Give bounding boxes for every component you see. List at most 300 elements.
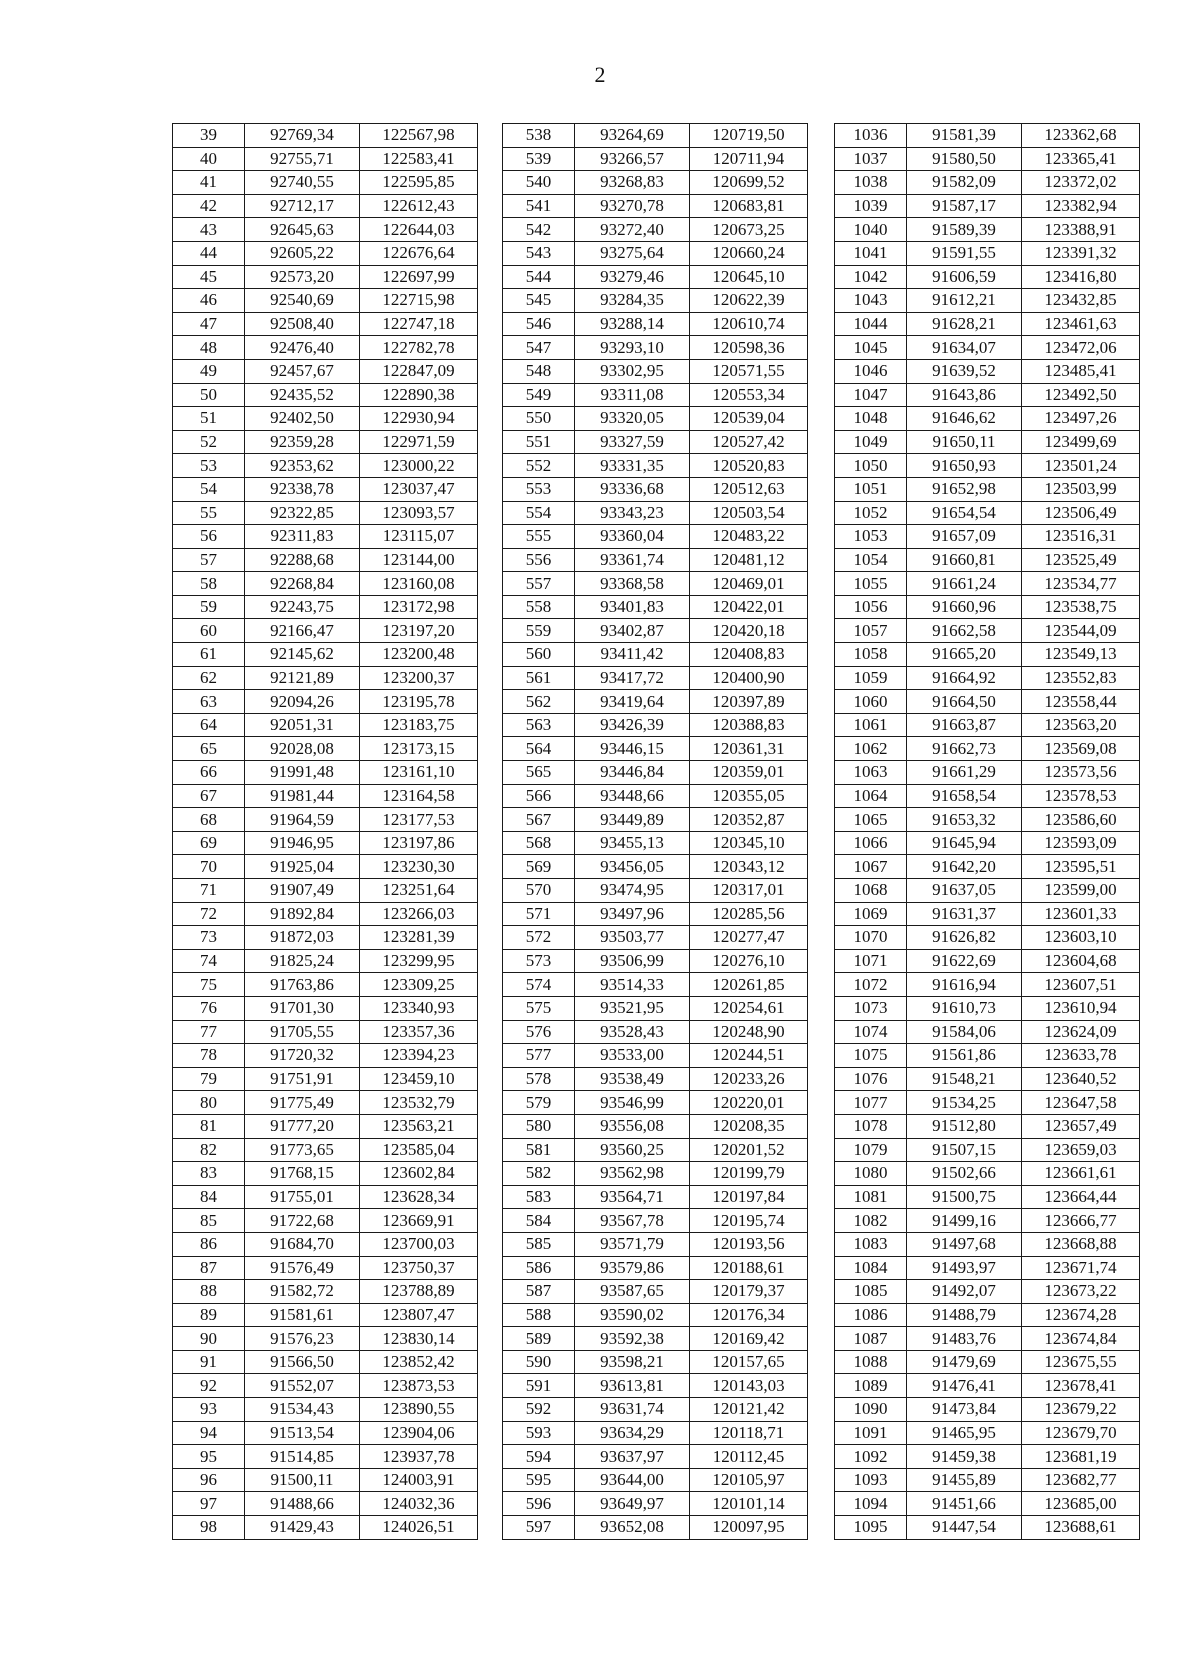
table-row <box>503 1185 808 1209</box>
x-coordinate-cell: 93419,64 <box>575 690 690 714</box>
point-number-cell: 580 <box>503 1114 575 1138</box>
y-coordinate-cell: 123544,09 <box>1022 619 1140 643</box>
y-coordinate-cell: 123485,41 <box>1022 359 1140 383</box>
y-coordinate-cell: 123674,28 <box>1022 1303 1140 1327</box>
table-row <box>835 1232 1140 1256</box>
y-coordinate-cell: 120121,42 <box>690 1398 808 1422</box>
point-number-cell: 597 <box>503 1516 575 1540</box>
table-row <box>503 241 808 265</box>
y-coordinate-cell: 122583,41 <box>360 147 478 171</box>
point-number-cell: 553 <box>503 477 575 501</box>
y-coordinate-cell: 123599,00 <box>1022 879 1140 903</box>
y-coordinate-cell: 120420,18 <box>690 619 808 643</box>
x-coordinate-cell: 91493,97 <box>907 1256 1022 1280</box>
point-number-cell: 1063 <box>835 761 907 785</box>
y-coordinate-cell: 120359,01 <box>690 761 808 785</box>
x-coordinate-cell: 92740,55 <box>245 171 360 195</box>
x-coordinate-cell: 91479,69 <box>907 1350 1022 1374</box>
point-number-cell: 551 <box>503 430 575 454</box>
x-coordinate-cell: 91576,49 <box>245 1256 360 1280</box>
point-number-cell: 564 <box>503 737 575 761</box>
y-coordinate-cell: 123552,83 <box>1022 666 1140 690</box>
table-row <box>503 171 808 195</box>
point-number-cell: 1065 <box>835 808 907 832</box>
x-coordinate-cell: 91775,49 <box>245 1091 360 1115</box>
x-coordinate-cell: 91639,52 <box>907 359 1022 383</box>
table-row <box>835 973 1140 997</box>
x-coordinate-cell: 93546,99 <box>575 1091 690 1115</box>
point-number-cell: 81 <box>173 1114 245 1138</box>
y-coordinate-cell: 123340,93 <box>360 996 478 1020</box>
point-number-cell: 1038 <box>835 171 907 195</box>
x-coordinate-cell: 91925,04 <box>245 855 360 879</box>
x-coordinate-cell: 92243,75 <box>245 595 360 619</box>
point-number-cell: 1043 <box>835 289 907 313</box>
table-row <box>835 289 1140 313</box>
x-coordinate-cell: 91650,11 <box>907 430 1022 454</box>
table-row <box>835 902 1140 926</box>
table-row <box>835 241 1140 265</box>
x-coordinate-cell: 93327,59 <box>575 430 690 454</box>
table-row <box>173 1374 478 1398</box>
x-coordinate-cell: 93266,57 <box>575 147 690 171</box>
table-row <box>503 595 808 619</box>
y-coordinate-cell: 123144,00 <box>360 548 478 572</box>
point-number-cell: 80 <box>173 1091 245 1115</box>
table-row <box>503 690 808 714</box>
table-row <box>173 1114 478 1138</box>
point-number-cell: 1040 <box>835 218 907 242</box>
point-number-cell: 42 <box>173 194 245 218</box>
y-coordinate-cell: 120408,83 <box>690 643 808 667</box>
point-number-cell: 1066 <box>835 831 907 855</box>
y-coordinate-cell: 120345,10 <box>690 831 808 855</box>
point-number-cell: 592 <box>503 1398 575 1422</box>
y-coordinate-cell: 120220,01 <box>690 1091 808 1115</box>
x-coordinate-cell: 91612,21 <box>907 289 1022 313</box>
table-row <box>835 194 1140 218</box>
x-coordinate-cell: 91720,32 <box>245 1044 360 1068</box>
x-coordinate-cell: 91606,59 <box>907 265 1022 289</box>
point-number-cell: 1087 <box>835 1327 907 1351</box>
point-number-cell: 97 <box>173 1492 245 1516</box>
table-row <box>835 784 1140 808</box>
table-row <box>835 525 1140 549</box>
point-number-cell: 96 <box>173 1468 245 1492</box>
table-row <box>173 761 478 785</box>
y-coordinate-cell: 123675,55 <box>1022 1350 1140 1374</box>
table-row <box>503 996 808 1020</box>
x-coordinate-cell: 93455,13 <box>575 831 690 855</box>
y-coordinate-cell: 123093,57 <box>360 501 478 525</box>
table-row <box>835 1185 1140 1209</box>
point-number-cell: 61 <box>173 643 245 667</box>
x-coordinate-cell: 91451,66 <box>907 1492 1022 1516</box>
table-row <box>503 548 808 572</box>
table-row <box>173 124 478 148</box>
x-coordinate-cell: 91455,89 <box>907 1468 1022 1492</box>
table-row <box>503 879 808 903</box>
y-coordinate-cell: 124032,36 <box>360 1492 478 1516</box>
point-number-cell: 44 <box>173 241 245 265</box>
point-number-cell: 574 <box>503 973 575 997</box>
x-coordinate-cell: 91465,95 <box>907 1421 1022 1445</box>
table-row <box>173 1185 478 1209</box>
table-row <box>503 312 808 336</box>
table-row <box>173 973 478 997</box>
y-coordinate-cell: 120244,51 <box>690 1044 808 1068</box>
table-row <box>835 1516 1140 1540</box>
table-row <box>835 808 1140 832</box>
y-coordinate-cell: 123177,53 <box>360 808 478 832</box>
point-number-cell: 77 <box>173 1020 245 1044</box>
y-coordinate-cell: 123362,68 <box>1022 124 1140 148</box>
table-row <box>503 737 808 761</box>
point-number-cell: 1079 <box>835 1138 907 1162</box>
point-number-cell: 559 <box>503 619 575 643</box>
y-coordinate-cell: 123563,20 <box>1022 713 1140 737</box>
point-number-cell: 67 <box>173 784 245 808</box>
x-coordinate-cell: 91534,25 <box>907 1091 1022 1115</box>
point-number-cell: 561 <box>503 666 575 690</box>
point-number-cell: 1039 <box>835 194 907 218</box>
y-coordinate-cell: 123472,06 <box>1022 336 1140 360</box>
x-coordinate-cell: 93514,33 <box>575 973 690 997</box>
table-row <box>173 572 478 596</box>
y-coordinate-cell: 120254,61 <box>690 996 808 1020</box>
table-row <box>835 359 1140 383</box>
table-row <box>503 1303 808 1327</box>
x-coordinate-cell: 91589,39 <box>907 218 1022 242</box>
y-coordinate-cell: 123197,86 <box>360 831 478 855</box>
y-coordinate-cell: 120343,12 <box>690 855 808 879</box>
point-number-cell: 563 <box>503 713 575 737</box>
table-row <box>173 1350 478 1374</box>
point-number-cell: 541 <box>503 194 575 218</box>
point-number-cell: 1075 <box>835 1044 907 1068</box>
point-number-cell: 1086 <box>835 1303 907 1327</box>
x-coordinate-cell: 91652,98 <box>907 477 1022 501</box>
y-coordinate-cell: 120719,50 <box>690 124 808 148</box>
x-coordinate-cell: 93343,23 <box>575 501 690 525</box>
y-coordinate-cell: 120201,52 <box>690 1138 808 1162</box>
y-coordinate-cell: 122715,98 <box>360 289 478 313</box>
y-coordinate-cell: 120105,97 <box>690 1468 808 1492</box>
point-number-cell: 47 <box>173 312 245 336</box>
table-row <box>503 761 808 785</box>
y-coordinate-cell: 120277,47 <box>690 926 808 950</box>
x-coordinate-cell: 93560,25 <box>575 1138 690 1162</box>
x-coordinate-cell: 93264,69 <box>575 124 690 148</box>
y-coordinate-cell: 120483,22 <box>690 525 808 549</box>
table-row <box>503 572 808 596</box>
table-row <box>173 1232 478 1256</box>
y-coordinate-cell: 123299,95 <box>360 949 478 973</box>
table-row <box>173 1492 478 1516</box>
point-number-cell: 1073 <box>835 996 907 1020</box>
table-row <box>503 1398 808 1422</box>
point-number-cell: 71 <box>173 879 245 903</box>
y-coordinate-cell: 123602,84 <box>360 1162 478 1186</box>
table-row <box>503 124 808 148</box>
point-number-cell: 1068 <box>835 879 907 903</box>
point-number-cell: 69 <box>173 831 245 855</box>
point-number-cell: 558 <box>503 595 575 619</box>
table-row <box>173 1327 478 1351</box>
y-coordinate-cell: 123624,09 <box>1022 1020 1140 1044</box>
table-row <box>503 1492 808 1516</box>
y-coordinate-cell: 123394,23 <box>360 1044 478 1068</box>
y-coordinate-cell: 120112,45 <box>690 1445 808 1469</box>
point-number-cell: 579 <box>503 1091 575 1115</box>
y-coordinate-cell: 120118,71 <box>690 1421 808 1445</box>
x-coordinate-cell: 91566,50 <box>245 1350 360 1374</box>
y-coordinate-cell: 123357,36 <box>360 1020 478 1044</box>
table-row <box>173 1256 478 1280</box>
point-number-cell: 49 <box>173 359 245 383</box>
y-coordinate-cell: 122595,85 <box>360 171 478 195</box>
table-row <box>835 265 1140 289</box>
y-coordinate-cell: 120553,34 <box>690 383 808 407</box>
table-row <box>173 808 478 832</box>
x-coordinate-cell: 91763,86 <box>245 973 360 997</box>
y-coordinate-cell: 123607,51 <box>1022 973 1140 997</box>
point-number-cell: 552 <box>503 454 575 478</box>
x-coordinate-cell: 93331,35 <box>575 454 690 478</box>
point-number-cell: 40 <box>173 147 245 171</box>
table-row <box>503 1138 808 1162</box>
y-coordinate-cell: 122697,99 <box>360 265 478 289</box>
point-number-cell: 547 <box>503 336 575 360</box>
point-number-cell: 83 <box>173 1162 245 1186</box>
y-coordinate-cell: 123657,49 <box>1022 1114 1140 1138</box>
point-number-cell: 577 <box>503 1044 575 1068</box>
point-number-cell: 585 <box>503 1232 575 1256</box>
point-number-cell: 56 <box>173 525 245 549</box>
y-coordinate-cell: 123679,22 <box>1022 1398 1140 1422</box>
x-coordinate-cell: 93590,02 <box>575 1303 690 1327</box>
table-row <box>835 548 1140 572</box>
x-coordinate-cell: 92645,63 <box>245 218 360 242</box>
y-coordinate-cell: 120503,54 <box>690 501 808 525</box>
point-number-cell: 578 <box>503 1067 575 1091</box>
y-coordinate-cell: 120400,90 <box>690 666 808 690</box>
table-row <box>173 289 478 313</box>
y-coordinate-cell: 123664,44 <box>1022 1185 1140 1209</box>
point-number-cell: 58 <box>173 572 245 596</box>
x-coordinate-cell: 93533,00 <box>575 1044 690 1068</box>
point-number-cell: 1045 <box>835 336 907 360</box>
point-number-cell: 562 <box>503 690 575 714</box>
x-coordinate-cell: 91483,76 <box>907 1327 1022 1351</box>
point-number-cell: 1059 <box>835 666 907 690</box>
point-number-cell: 85 <box>173 1209 245 1233</box>
x-coordinate-cell: 92359,28 <box>245 430 360 454</box>
x-coordinate-cell: 92402,50 <box>245 407 360 431</box>
x-coordinate-cell: 91664,92 <box>907 666 1022 690</box>
y-coordinate-cell: 120208,35 <box>690 1114 808 1138</box>
x-coordinate-cell: 93598,21 <box>575 1350 690 1374</box>
point-number-cell: 91 <box>173 1350 245 1374</box>
x-coordinate-cell: 92457,67 <box>245 359 360 383</box>
point-number-cell: 82 <box>173 1138 245 1162</box>
point-number-cell: 74 <box>173 949 245 973</box>
x-coordinate-cell: 92353,62 <box>245 454 360 478</box>
point-number-cell: 557 <box>503 572 575 596</box>
y-coordinate-cell: 120397,89 <box>690 690 808 714</box>
x-coordinate-cell: 91561,86 <box>907 1044 1022 1068</box>
table-row <box>503 359 808 383</box>
y-coordinate-cell: 123365,41 <box>1022 147 1140 171</box>
y-coordinate-cell: 120699,52 <box>690 171 808 195</box>
point-number-cell: 52 <box>173 430 245 454</box>
y-coordinate-cell: 123497,26 <box>1022 407 1140 431</box>
y-coordinate-cell: 120261,85 <box>690 973 808 997</box>
x-coordinate-cell: 91512,80 <box>907 1114 1022 1138</box>
x-coordinate-cell: 91892,84 <box>245 902 360 926</box>
table-row <box>173 359 478 383</box>
point-number-cell: 48 <box>173 336 245 360</box>
y-coordinate-cell: 120355,05 <box>690 784 808 808</box>
point-number-cell: 53 <box>173 454 245 478</box>
table-row <box>173 737 478 761</box>
point-number-cell: 543 <box>503 241 575 265</box>
table-row <box>173 1516 478 1540</box>
point-number-cell: 72 <box>173 902 245 926</box>
x-coordinate-cell: 93497,96 <box>575 902 690 926</box>
point-number-cell: 1037 <box>835 147 907 171</box>
x-coordinate-cell: 91825,24 <box>245 949 360 973</box>
y-coordinate-cell: 123173,15 <box>360 737 478 761</box>
point-number-cell: 1083 <box>835 1232 907 1256</box>
table-row <box>835 1067 1140 1091</box>
x-coordinate-cell: 91991,48 <box>245 761 360 785</box>
point-number-cell: 545 <box>503 289 575 313</box>
table-row <box>503 1350 808 1374</box>
x-coordinate-cell: 93448,66 <box>575 784 690 808</box>
table-row <box>173 1468 478 1492</box>
point-number-cell: 1047 <box>835 383 907 407</box>
point-number-cell: 539 <box>503 147 575 171</box>
x-coordinate-cell: 91429,43 <box>245 1516 360 1540</box>
table-row <box>835 643 1140 667</box>
y-coordinate-cell: 123195,78 <box>360 690 478 714</box>
point-number-cell: 1076 <box>835 1067 907 1091</box>
table-row <box>503 926 808 950</box>
y-coordinate-cell: 123549,13 <box>1022 643 1140 667</box>
x-coordinate-cell: 93311,08 <box>575 383 690 407</box>
table-row <box>835 1421 1140 1445</box>
y-coordinate-cell: 123251,64 <box>360 879 478 903</box>
table-row <box>503 265 808 289</box>
y-coordinate-cell: 123459,10 <box>360 1067 478 1091</box>
y-coordinate-cell: 120673,25 <box>690 218 808 242</box>
x-coordinate-cell: 93652,08 <box>575 1516 690 1540</box>
y-coordinate-cell: 123432,85 <box>1022 289 1140 313</box>
point-number-cell: 63 <box>173 690 245 714</box>
table-row <box>173 501 478 525</box>
point-number-cell: 1056 <box>835 595 907 619</box>
point-number-cell: 55 <box>173 501 245 525</box>
y-coordinate-cell: 120197,84 <box>690 1185 808 1209</box>
y-coordinate-cell: 120193,56 <box>690 1232 808 1256</box>
x-coordinate-cell: 93426,39 <box>575 713 690 737</box>
table-row <box>503 477 808 501</box>
x-coordinate-cell: 91584,06 <box>907 1020 1022 1044</box>
point-number-cell: 572 <box>503 926 575 950</box>
point-number-cell: 1069 <box>835 902 907 926</box>
x-coordinate-cell: 91582,09 <box>907 171 1022 195</box>
y-coordinate-cell: 123937,78 <box>360 1445 478 1469</box>
y-coordinate-cell: 120143,03 <box>690 1374 808 1398</box>
y-coordinate-cell: 123503,99 <box>1022 477 1140 501</box>
table-row <box>835 218 1140 242</box>
x-coordinate-cell: 93587,65 <box>575 1280 690 1304</box>
table-row <box>503 1445 808 1469</box>
x-coordinate-cell: 91653,32 <box>907 808 1022 832</box>
x-coordinate-cell: 93567,78 <box>575 1209 690 1233</box>
table-row <box>835 1256 1140 1280</box>
x-coordinate-cell: 91626,82 <box>907 926 1022 950</box>
point-number-cell: 575 <box>503 996 575 1020</box>
y-coordinate-cell: 123309,25 <box>360 973 478 997</box>
x-coordinate-cell: 91548,21 <box>907 1067 1022 1091</box>
y-coordinate-cell: 120645,10 <box>690 265 808 289</box>
point-number-cell: 75 <box>173 973 245 997</box>
point-number-cell: 1048 <box>835 407 907 431</box>
point-number-cell: 549 <box>503 383 575 407</box>
x-coordinate-cell: 93288,14 <box>575 312 690 336</box>
x-coordinate-cell: 91582,72 <box>245 1280 360 1304</box>
x-coordinate-cell: 91507,15 <box>907 1138 1022 1162</box>
point-number-cell: 66 <box>173 761 245 785</box>
table-row <box>835 572 1140 596</box>
point-number-cell: 1093 <box>835 1468 907 1492</box>
table-row <box>835 477 1140 501</box>
point-number-cell: 64 <box>173 713 245 737</box>
y-coordinate-cell: 122847,09 <box>360 359 478 383</box>
table-row <box>173 1067 478 1091</box>
y-coordinate-cell: 120622,39 <box>690 289 808 313</box>
point-number-cell: 1092 <box>835 1445 907 1469</box>
point-number-cell: 88 <box>173 1280 245 1304</box>
x-coordinate-cell: 91964,59 <box>245 808 360 832</box>
table-row <box>173 1020 478 1044</box>
point-number-cell: 567 <box>503 808 575 832</box>
table-row <box>173 454 478 478</box>
table-row <box>503 289 808 313</box>
point-number-cell: 566 <box>503 784 575 808</box>
point-number-cell: 565 <box>503 761 575 785</box>
x-coordinate-cell: 92573,20 <box>245 265 360 289</box>
x-coordinate-cell: 91622,69 <box>907 949 1022 973</box>
x-coordinate-cell: 91552,07 <box>245 1374 360 1398</box>
y-coordinate-cell: 123391,32 <box>1022 241 1140 265</box>
table-row <box>503 666 808 690</box>
point-number-cell: 1051 <box>835 477 907 501</box>
y-coordinate-cell: 123230,30 <box>360 855 478 879</box>
table-row <box>503 501 808 525</box>
point-number-cell: 556 <box>503 548 575 572</box>
x-coordinate-cell: 91642,20 <box>907 855 1022 879</box>
y-coordinate-cell: 123266,03 <box>360 902 478 926</box>
x-coordinate-cell: 92028,08 <box>245 737 360 761</box>
table-row <box>835 1280 1140 1304</box>
table-row <box>503 902 808 926</box>
y-coordinate-cell: 120683,81 <box>690 194 808 218</box>
point-number-cell: 1061 <box>835 713 907 737</box>
y-coordinate-cell: 123538,75 <box>1022 595 1140 619</box>
